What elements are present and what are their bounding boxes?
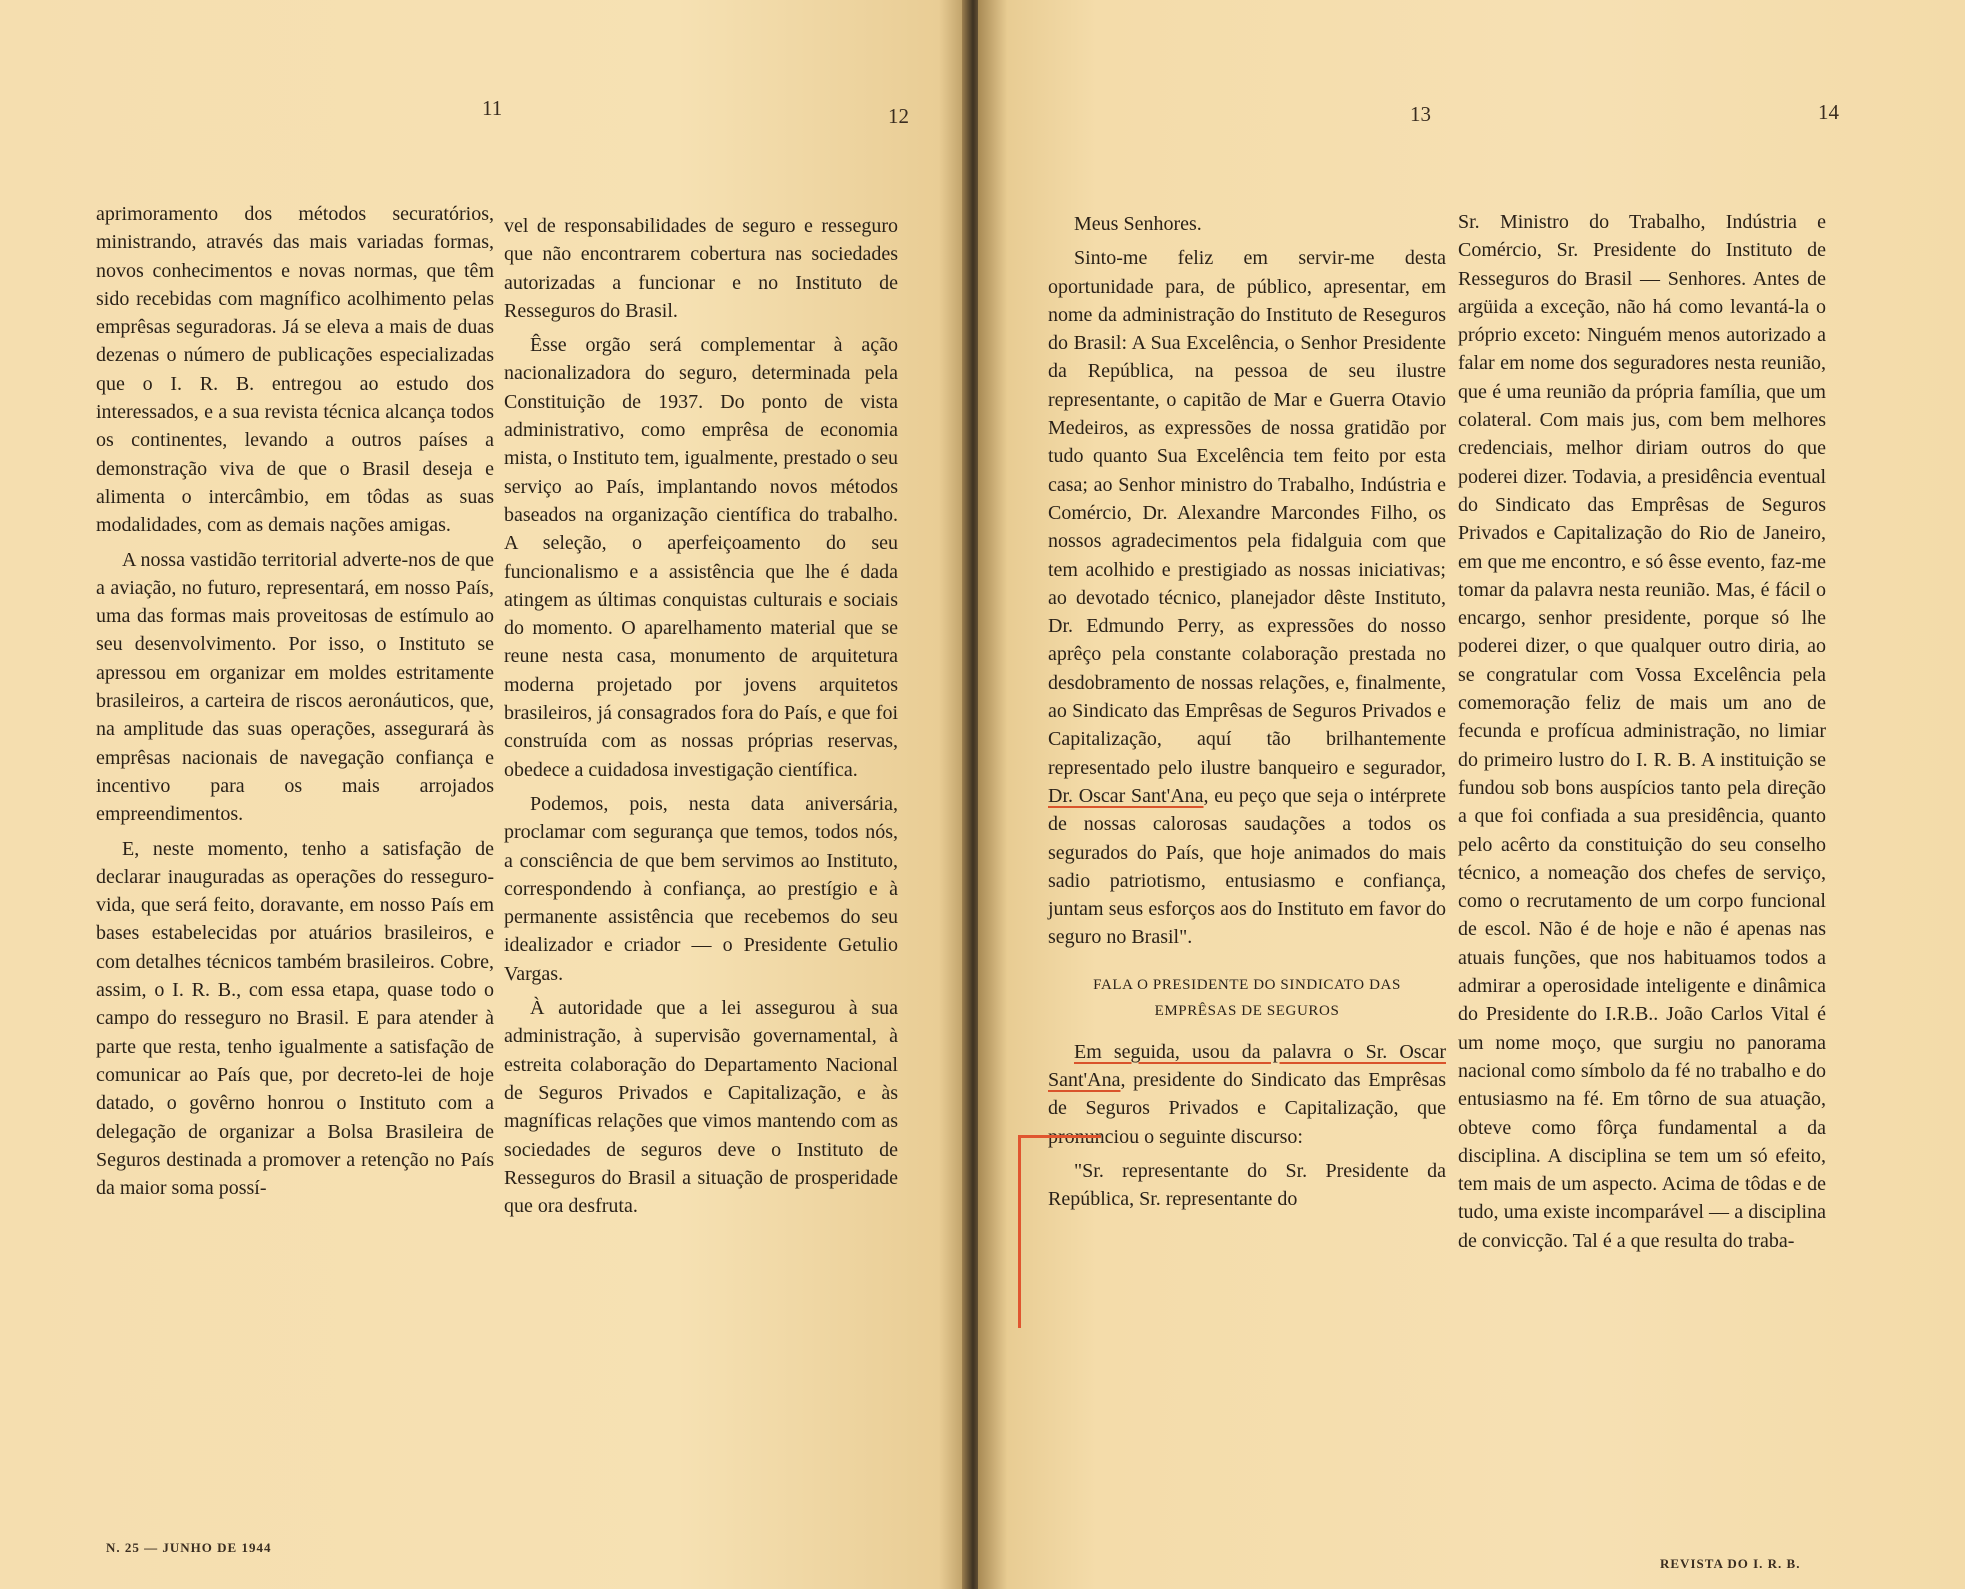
annotation-bracket <box>1018 1135 1101 1328</box>
paragraph: Podemos, pois, nesta data aniversária, proclamar com segurança que temos, todos nós, a consciência de que bem servimos ao Instituto, correspondendo à confiança, ao prestígio e à permanente assistência que recebemos do seu idealizador e criador — o Presidente Getulio Vargas. <box>504 792 898 985</box>
salutation: Meus Senhores. <box>1074 213 1202 235</box>
underlined-phrase: Em seguida, usou da palavra o Sr. Oscar Sant'Ana <box>1048 1040 1446 1092</box>
paragraph-text: Sinto-me feliz em servir-me desta oportunidade para, de público, apresentar, em nome da administração do Instituto de Reseguros do Brasil: A Sua Excelência, o Senhor Presidente da República, na pessoa de seu ilustre representante, o capitão de Mar e Guerra Otavio Medeiros, as expressões de nossa gratidão por tudo quanto Sua Excelência tem feito por esta casa; ao Senhor ministro do Trabalho, Indústria e Comércio, Dr. Alexandre Marcondes Filho, os nossos agradecimentos pela fidalguia com que tem acolhido e prestigiado as nossas iniciativas; ao devotado técnico, planejador dêste Instituto, Dr. Edmundo Perry, as expressões do nosso aprêço pela constante colaboração prestada no desdobramento de nossas relações, e, finalmente, ao Sindicato das Emprêsas de Seguros Privados e Capitalização, aquí tão brilhantemente representado pelo ilustre banqueiro e segurador, <box>1048 247 1446 779</box>
page-number-12: 12 <box>888 104 909 128</box>
paragraph: Sr. Ministro do Trabalho, Indústria e Comércio, Sr. Presidente do Instituto de Resseguros do Brasil — Senhores. Antes de argüida a exceção, não há como levantá-la o próprio exceto: Ninguém menos autorizado a falar em nome dos seguradores nesta reunião, que é uma reunião da própria família, que um colateral. Com mais jus, com bem melhores credenciais, melhor diriam outros do que poderei dizer. Todavia, a presidência eventual do Sindicato das Emprêsas de Seguros Privados e Capitalização do Rio de Janeiro, em que me encontro, e só êsse evento, faz-me tomar da palavra nesta reunião. Mas, é fácil o encargo, senhor presidente, porque só lhe poderei dizer, o que qualquer outro diria, ao se congratular com Vossa Excelência pela comemoração feliz de mais um ano de fecunda e profícua administração, no limiar do primeiro lustro do I. R. B. A instituição se fundou sob bons auspícios tanto pela direção a que foi confiada a sua presidência, quanto pelo acêrto da constituição do seu conselho técnico, a nomeação dos chefes de serviço, como o recrutamento de um corpo funcional de escol. Não é de hoje e não é apenas nas atuais funções, que nos habituamos todos a admirar a operosidade inteligente e dinâmica do Presidente do I.R.B.. João Carlos Vital é um nome moço, que surgiu no panorama nacional como símbolo da fé no trabalho e do entusiasmo na fé. Em tôrno de sua atuação, obteve como fôrça fundamental a da disciplina. A disciplina se tem um só efeito, tem mais de um aspecto. Acima de tôdas e de tudo, uma existe incomparável — a disciplina de convicção. Tal é a que resulta do traba- <box>1458 211 1826 1252</box>
paragraph: A nossa vastidão territorial adverte-nos de que a aviação, no futuro, representará, em nosso País, uma das formas mais proveitosas de estímulo ao seu desenvolvimento. Por isso, o Instituto se apressou em organizar em moldes estritamente brasileiros, a carteira de riscos aeronáuticos, que, na amplitude das suas operações, assegurará às emprêsas nacionais de navegação confiança e incentivo para os mais arrojados empreendimentos. <box>96 548 494 826</box>
left-page <box>0 0 968 1589</box>
page-number-13: 13 <box>1410 102 1431 126</box>
footer-issue: N. 25 — JUNHO DE 1944 <box>106 1540 272 1555</box>
column-page-12 <box>504 212 898 1226</box>
column-page-13 <box>1048 210 1446 1220</box>
paragraph: E, neste momento, tenho a satisfação de declarar inauguradas as operações do resseguro-vida, que será feito, doravante, em nosso País em bases estabelecidas por atuários brasileiros, e com detalhes técnicos também brasileiros. Cobre, assim, o I. R. B., com essa etapa, quase todo o campo do resseguro no Brasil. E para atender à parte que resta, tenho igualmente a satisfação de comunicar ao País que, por decreto-lei de hoje datado, o govêrno honrou o Instituto com a delegação de organizar a Bolsa Brasileira de Seguros destinada a promover a retenção no País da maior soma possí- <box>96 837 494 1200</box>
section-heading <box>1048 972 1446 1024</box>
underlined-name: Dr. Oscar Sant'Ana <box>1048 784 1204 807</box>
paragraph <box>1048 1038 1446 1151</box>
heading-line: FALA O PRESIDENTE DO SINDICATO DAS <box>1093 976 1401 993</box>
paragraph-text: , presidente do Sindicato das Emprêsas de Seguros Privados e Capitalização, que pronunciou o seguinte discurso: <box>1048 1069 1446 1148</box>
paragraph: aprimoramento dos métodos securatórios, ministrando, através das mais variadas formas, novos conhecimentos e novas normas, que têm sido recebidas com magnífico acolhimento pelas emprêsas seguradoras. Já se eleva a mais de duas dezenas o número de publicações especializadas que o I. R. B. entregou ao estudo dos interessados, e a sua revista técnica alcança todos os continentes, levando a outros países a demonstração viva de que o Brasil deseja e alimenta o intercâmbio, em tôdas as suas modalidades, com as demais nações amigas. <box>96 203 494 537</box>
paragraph-text: , eu peço que seja o intérprete de nossas calorosas saudações a todos os segurados do País, que hoje animados do mais sadio patriotismo, entusiasmo e confiança, juntam seus esforços aos do Instituto em favor do seguro no Brasil". <box>1048 784 1446 949</box>
paragraph: "Sr. representante do Sr. Presidente da República, Sr. representante do <box>1048 1159 1446 1211</box>
heading-line: EMPRÊSAS DE SEGUROS <box>1154 1002 1340 1019</box>
footer-magazine: REVISTA DO I. R. B. <box>1660 1556 1801 1571</box>
paragraph: vel de responsabilidades de seguro e resseguro que não encontrarem cobertura nas sociedades autorizadas a funcionar e no Instituto de Resseguros do Brasil. <box>504 215 898 322</box>
paragraph <box>1048 244 1446 951</box>
right-page <box>978 0 1965 1589</box>
page-number-14: 14 <box>1818 100 1839 124</box>
column-page-11 <box>96 200 494 1208</box>
paragraph: À autoridade que a lei assegurou à sua administração, à supervisão governamental, à estreita colaboração do Departamento Nacional de Seguros Privados e Capitalização, e às magníficas relações que vimos mantendo com as sociedades de seguros deve o Instituto de Resseguros do Brasil a situação de prosperidade que ora desfruta. <box>504 997 898 1218</box>
paragraph: Êsse orgão será complementar à ação nacionalizadora do seguro, determinada pela Constituição de 1937. Do ponto de vista administrativo, como emprêsa de economia mista, o Instituto tem, igualmente, prestado o seu serviço ao País, implantando novos métodos baseados na organização científica do trabalho. A seleção, o aperfeiçoamento do seu funcionalismo e a assistência que lhe é dada atingem as últimas conquistas culturais e sociais do momento. O aparelhamento material que se reune nesta casa, monumento de arquitetura moderna projetado por jovens arquitetos brasileiros, já consagrados fora do País, e que foi construída com as nossas próprias reservas, obedece a cuidadosa investigação científica. <box>504 334 898 781</box>
page-number-11: 11 <box>482 96 503 120</box>
column-page-14 <box>1458 208 1826 1261</box>
